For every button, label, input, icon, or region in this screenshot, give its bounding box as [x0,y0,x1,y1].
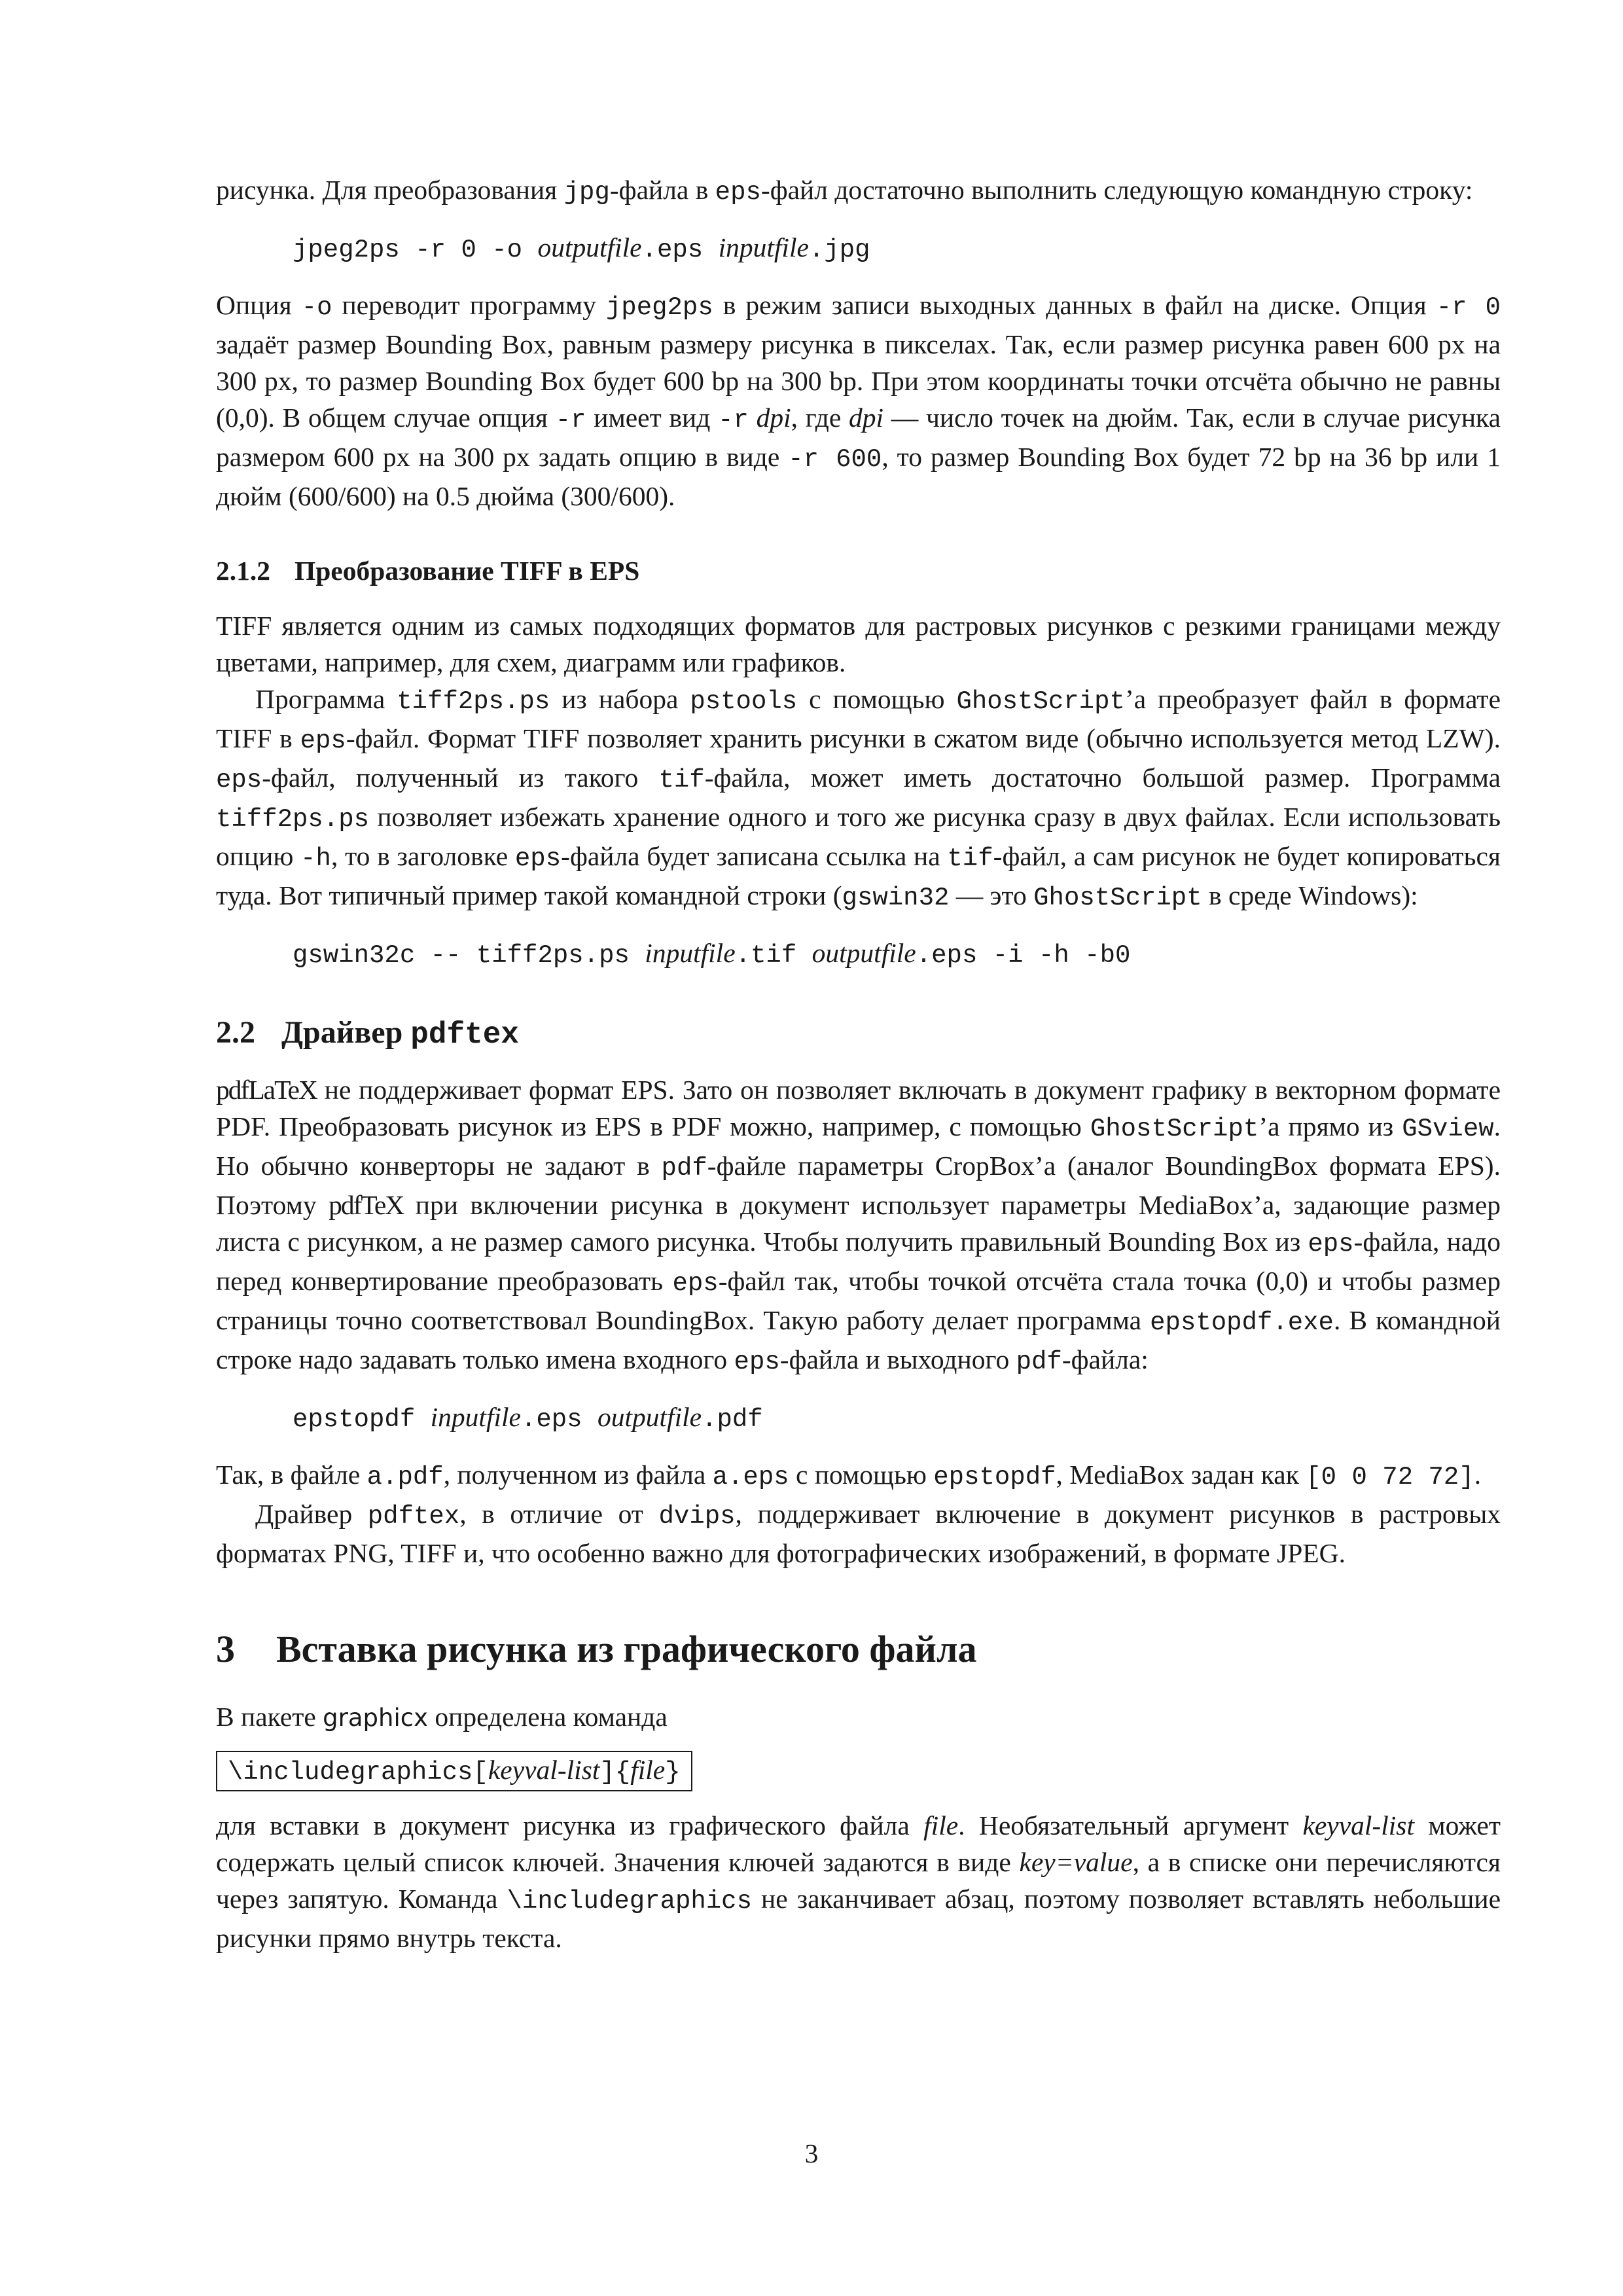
jpeg2ps-command: jpeg2ps -r 0 -o outputfile.eps inputfile.jpg [293,232,870,264]
section-heading-3: 3 Вставка рисунка из графического файла [216,1628,977,1670]
tiff-paragraph: TIFF является одним из самых подходящих форматов для растровых рисунков с резкими границами между цветами, например, для схем, диаграмм или графиков. [216,611,1501,677]
page-number: 3 [804,2138,819,2168]
graphicx-paragraph: В пакете graphicx определена команда [216,1702,668,1732]
subsection-heading-2-1-2: 2.1.2 Преобразование TIFF в EPS [216,556,640,586]
document-page [216,171,1501,1956]
includegraphics-paragraph: для вставки в документ рисунка из графического файла file. Необязательный аргумент keyval-list может содержать целый список ключей. Значения ключей задаются в виде key=value, а в списке они перечисляются через запятую. Команда \includegraphics не заканчивает абзац, поэтому позволяет вставлять небольшие рисунки прямо внутрь текста. [216,1810,1501,1953]
epstopdf-command: epstopdf inputfile.eps outputfile.pdf [293,1402,763,1434]
gswin32-command: gswin32c -- tiff2ps.ps inputfile.tif outputfile.eps -i -h -b0 [293,938,1131,970]
pdflatex-paragraph: pdfLaTeX не поддерживает формат EPS. Зато он позволяет включать в документ графику в векторном формате PDF. Преобразовать рисунок из EPS в PDF можно, например, с помощью GhostScript’а прямо из GSview. Но обычно конверторы не задают в pdf-файле параметры CropBox’а (аналог BoundingBox формата EPS). Поэтому pdfTeX при включении рисунка в документ использует параметры MediaBox’а, задающие размер листа с рисунком, а не размер самого рисунка. Чтобы получить правильный Bounding Box из eps-файла, надо перед конвертирование преобразовать eps-файл так, чтобы точкой отсчёта стала точка (0,0) и чтобы размер страницы точно соответствовал BoundingBox. Такую работу делает программа epstopdf.exe. В командной строке надо задавать только имена входного eps-файла и выходного pdf-файла: [216,1075,1501,1376]
mediabox-paragraph: Так, в файле a.pdf, полученном из файла a.eps с помощью epstopdf, MediaBox задан как [0 0 72 72]. [216,1460,1482,1492]
tiff2ps-paragraph: Программа tiff2ps.ps из набора pstools с помощью GhostScript’а преобразует файл в формате TIFF в eps-файл. Формат TIFF позволяет хранить рисунки в сжатом виде (обычно используется метод LZW). eps-файл, полученный из такого tif-файла, может иметь достаточно большой размер. Программа tiff2ps.ps позволяет избежать хранение одного и того же рисунка сразу в двух файлах. Если использовать опцию -h, то в заголовке eps-файла будет записана ссылка на tif-файл, а сам рисунок не будет копироваться туда. Вот типичный пример такой командной строки (gswin32 — это GhostScript в среде Windows): [216,684,1501,912]
includegraphics-syntax-box: \includegraphics[keyval-list]{file} [216,1751,692,1791]
pdftex-driver-paragraph: Драйвер pdftex, в отличие от dvips, поддерживает включение в документ рисунков в растровых форматах PNG, TIFF и, что особенно важно для фотографических изображений, в формате JPEG. [216,1499,1501,1568]
intro-paragraph: рисунка. Для преобразования jpg-файла в eps-файл достаточно выполнить следующую командную строку: [216,175,1473,207]
option-paragraph: Опция -o переводит программу jpeg2ps в режим записи выходных данных в файл на диске. Опция -r 0 задаёт размер Bounding Box, равным размеру рисунка в пикселах. Так, если размер рисунка равен 600 px на 300 px, то размер Bounding Box будет 600 bp на 300 bp. При этом координаты точки отсчёта обычно не равны (0,0). В общем случае опция -r имеет вид -r dpi, где dpi — число точек на дюйм. Так, если в случае рисунка размером 600 px на 300 px задать опцию в виде -r 600, то размер Bounding Box будет 72 bp на 36 bp или 1 дюйм (600/600) на 0.5 дюйма (300/600). [216,290,1501,511]
subsection-heading-2-2: 2.2 Драйвер pdftex [216,1015,519,1052]
